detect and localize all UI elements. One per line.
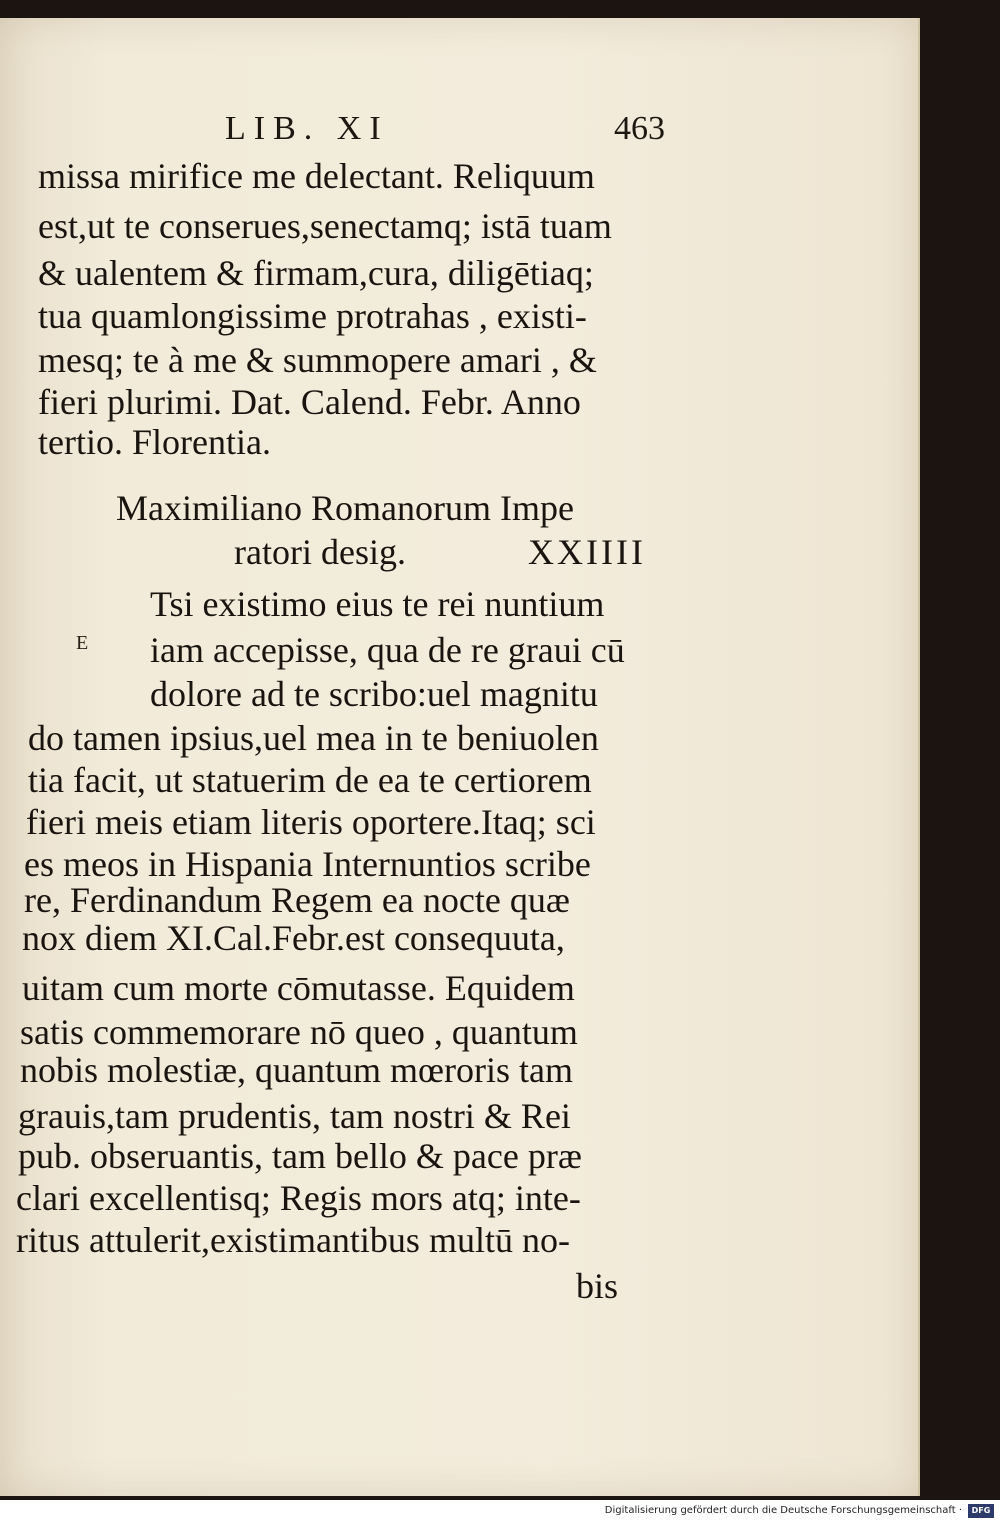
text-line: nox diem XI.Cal.Febr.est consequuta, xyxy=(22,918,565,958)
text-line: Tsi existimo eius te rei nuntium xyxy=(150,584,605,624)
text-line: missa mirifice me delectant. Reliquum xyxy=(38,156,595,196)
letter-number: XXIIII xyxy=(528,532,646,572)
text-line: pub. obseruantis, tam bello & pace præ xyxy=(18,1136,582,1176)
text-line: satis commemorare nō queo , quantum xyxy=(20,1012,578,1052)
page-number: 463 xyxy=(614,110,665,147)
text-line: grauis,tam prudentis, tam nostri & Rei xyxy=(18,1096,571,1136)
text-line: es meos in Hispania Internuntios scribe xyxy=(24,844,591,884)
text-line: tua quamlongissime protrahas , existi- xyxy=(38,296,587,336)
text-line: nobis molestiæ, quantum mœroris tam xyxy=(20,1050,573,1090)
footer-bar xyxy=(0,1500,1000,1524)
text-line: tertio. Florentia. xyxy=(38,422,271,462)
dfg-logo-icon: DFG xyxy=(968,1504,994,1518)
catchword: bis xyxy=(576,1266,619,1306)
text-line: clari excellentisq; Regis mors atq; inte- xyxy=(16,1178,581,1218)
text-line: dolore ad te scribo:uel magnitu xyxy=(150,674,598,714)
running-header xyxy=(225,110,665,150)
funding-credit: Digitalisierung gefördert durch die Deutsche Forschungsgemeinschaft · xyxy=(604,1505,962,1516)
running-title: LIB. XI xyxy=(225,110,389,147)
text-line: tia facit, ut statuerim de ea te certiorem xyxy=(28,760,592,800)
text-line: fieri meis etiam literis oportere.Itaq; sci xyxy=(26,802,596,842)
text-line: ritus attulerit,existimantibus multū no- xyxy=(16,1220,570,1260)
text-line: est,ut te conserues,senectamq; istā tuam xyxy=(38,206,612,246)
book-page xyxy=(0,18,920,1496)
text-line: do tamen ipsius,uel mea in te beniuolen xyxy=(28,718,599,758)
text-line: iam accepisse, qua de re graui cū xyxy=(150,630,625,670)
letter-heading: ratori desig. xyxy=(234,532,406,572)
text-line: & ualentem & firmam,cura, diligētiaq; xyxy=(38,253,594,293)
text-line: fieri plurimi. Dat. Calend. Febr. Anno xyxy=(38,382,581,422)
drop-initial: E xyxy=(76,632,89,654)
text-line: mesq; te à me & summopere amari , & xyxy=(38,340,597,380)
letter-heading: Maximiliano Romanorum Impe xyxy=(116,488,574,528)
text-line: re, Ferdinandum Regem ea nocte quæ xyxy=(24,880,570,920)
text-line: uitam cum morte cōmutasse. Equidem xyxy=(22,968,575,1008)
